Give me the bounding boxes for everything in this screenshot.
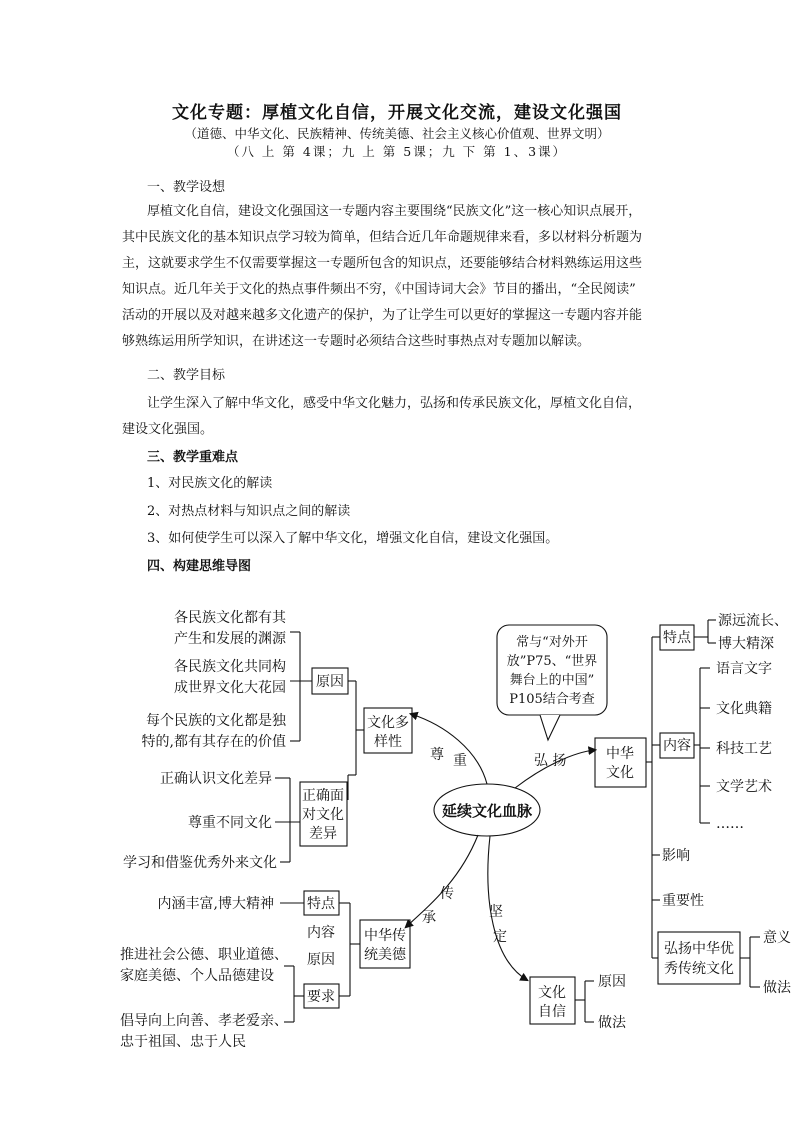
confidence-item: 做法 xyxy=(598,1015,626,1031)
node-cultural-confidence: 文化 xyxy=(538,985,566,1001)
node-cultural-confidence: 自信 xyxy=(538,1004,566,1020)
callout-text: 常与“对外开 xyxy=(516,635,588,650)
confidence-item: 原因 xyxy=(598,974,626,990)
content-item: …… xyxy=(716,816,744,832)
edge-label: 重 xyxy=(453,753,467,769)
box-treat-difference: 正确面 xyxy=(302,788,344,804)
content-item: 文学艺术 xyxy=(716,779,772,795)
section-heading-4: 四、构建思维导图 xyxy=(147,559,252,574)
reason-text: 各民族文化共同构 xyxy=(174,659,286,675)
reason-text: 产生和发展的渊源 xyxy=(174,631,286,647)
requirement-text: 家庭美德、个人品德建设 xyxy=(120,968,274,984)
box-reason: 原因 xyxy=(316,674,344,690)
promote-item: 做法 xyxy=(763,980,791,996)
feature-text: 内涵丰富,博大精神 xyxy=(157,896,274,912)
paragraph-line: 知识点。近几年关于文化的热点事件频出不穷，《中国诗词大会》节目的播出，“全民阅读” xyxy=(122,282,636,297)
paragraph-line: 建设文化强国。 xyxy=(122,422,214,437)
promote-item: 意义 xyxy=(763,930,791,946)
label-influence: 影响 xyxy=(662,848,690,864)
node-chinese-culture: 文化 xyxy=(606,765,634,781)
list-item: 2、对热点材料与知识点之间的解读 xyxy=(147,504,351,519)
box-promote-culture: 弘扬中华优 xyxy=(664,941,734,957)
node-chinese-culture: 中华 xyxy=(606,746,634,762)
edge-label: 尊 xyxy=(430,747,444,763)
list-item: 1、对民族文化的解读 xyxy=(147,476,273,491)
reason-text: 每个民族的文化都是独 xyxy=(146,713,286,729)
page-title: 文化专题：厚植文化自信，开展文化交流，建设文化强国 xyxy=(172,103,622,123)
content-item: 文化典籍 xyxy=(716,701,772,717)
callout-text: 放”P75、“世界 xyxy=(506,654,598,669)
treat-text: 学习和借鉴优秀外来文化 xyxy=(123,855,277,871)
feature-text: 源远流长、 xyxy=(718,613,788,629)
label-importance: 重要性 xyxy=(662,893,704,909)
edge-label: 定 xyxy=(493,929,507,945)
box-promote-culture: 秀传统文化 xyxy=(664,961,734,977)
box-feature: 特点 xyxy=(307,896,335,912)
treat-text: 正确认识文化差异 xyxy=(160,771,272,787)
requirement-text: 推进社会公德、职业道德、 xyxy=(120,947,288,963)
treat-text: 尊重不同文化 xyxy=(188,815,272,831)
paragraph-line: 厚植文化自信，建设文化强国这一专题内容主要围绕“民族文化”这一核心知识点展开， xyxy=(147,204,642,219)
content-item: 语言文字 xyxy=(716,661,772,677)
edge-label: 承 xyxy=(422,910,436,926)
paragraph-line: 活动的开展以及对越来越多文化遗产的保护，为了让学生可以更好的掌握这一专题内容并能 xyxy=(122,308,643,323)
node-traditional-virtue: 统美德 xyxy=(364,947,406,963)
box-content: 内容 xyxy=(663,738,691,754)
box-treat-difference: 差异 xyxy=(309,826,337,842)
section-heading-2: 二、教学目标 xyxy=(147,368,226,383)
node-cultural-diversity: 样性 xyxy=(374,734,402,750)
requirement-text: 倡导向上向善、孝老爱亲、 xyxy=(120,1013,288,1029)
content-item: 科技工艺 xyxy=(716,741,772,757)
paragraph-line: 让学生深入了解中华文化，感受中华文化魅力，弘扬和传承民族文化，厚植文化自信， xyxy=(147,396,642,411)
label-reason: 原因 xyxy=(307,952,335,968)
node-traditional-virtue: 中华传 xyxy=(364,928,406,944)
box-treat-difference: 对文化 xyxy=(302,807,344,823)
subtitle-lessons: （八 上 第 4课；九 上 第 5课；九 下 第 1、3课） xyxy=(226,144,568,159)
box-feature: 特点 xyxy=(663,630,691,646)
node-cultural-diversity: 文化多 xyxy=(367,715,409,731)
reason-text: 各民族文化都有其 xyxy=(174,610,286,626)
feature-text: 博大精深 xyxy=(718,636,774,652)
callout-text: P105结合考查 xyxy=(509,692,595,707)
edge-label: 坚 xyxy=(489,904,503,920)
reason-text: 特的,都有其存在的价值 xyxy=(141,734,286,750)
paragraph-line: 够熟练运用所学知识，在讲述这一专题时必须结合这些时事热点对专题加以解读。 xyxy=(122,334,591,349)
reason-text: 成世界文化大花园 xyxy=(174,680,286,696)
subtitle-topics: （道德、中华文化、民族精神、传统美德、社会主义核心价值观、世界文明） xyxy=(184,126,610,141)
section-heading-1: 一、教学设想 xyxy=(147,180,226,195)
edge-label: 传 xyxy=(440,886,454,902)
center-topic: 延续文化血脉 xyxy=(441,802,533,820)
label-content: 内容 xyxy=(307,925,335,941)
section-heading-3: 三、教学重难点 xyxy=(147,450,239,465)
paragraph-line: 主，这就要求学生不仅需要掌握这一专题所包含的知识点，还要能够结合材料熟练运用这些 xyxy=(122,256,643,271)
edge-label: 弘 扬 xyxy=(534,753,567,769)
list-item: 3、如何使学生可以深入了解中华文化，增强文化自信，建设文化强国。 xyxy=(147,531,559,546)
paragraph-line: 其中民族文化的基本知识点学习较为简单，但结合近几年命题规律来看，多以材料分析题为 xyxy=(122,230,643,245)
box-requirement: 要求 xyxy=(307,989,335,1005)
callout-text: 舞台上的中国” xyxy=(509,673,595,688)
requirement-text: 忠于祖国、忠于人民 xyxy=(120,1034,246,1050)
